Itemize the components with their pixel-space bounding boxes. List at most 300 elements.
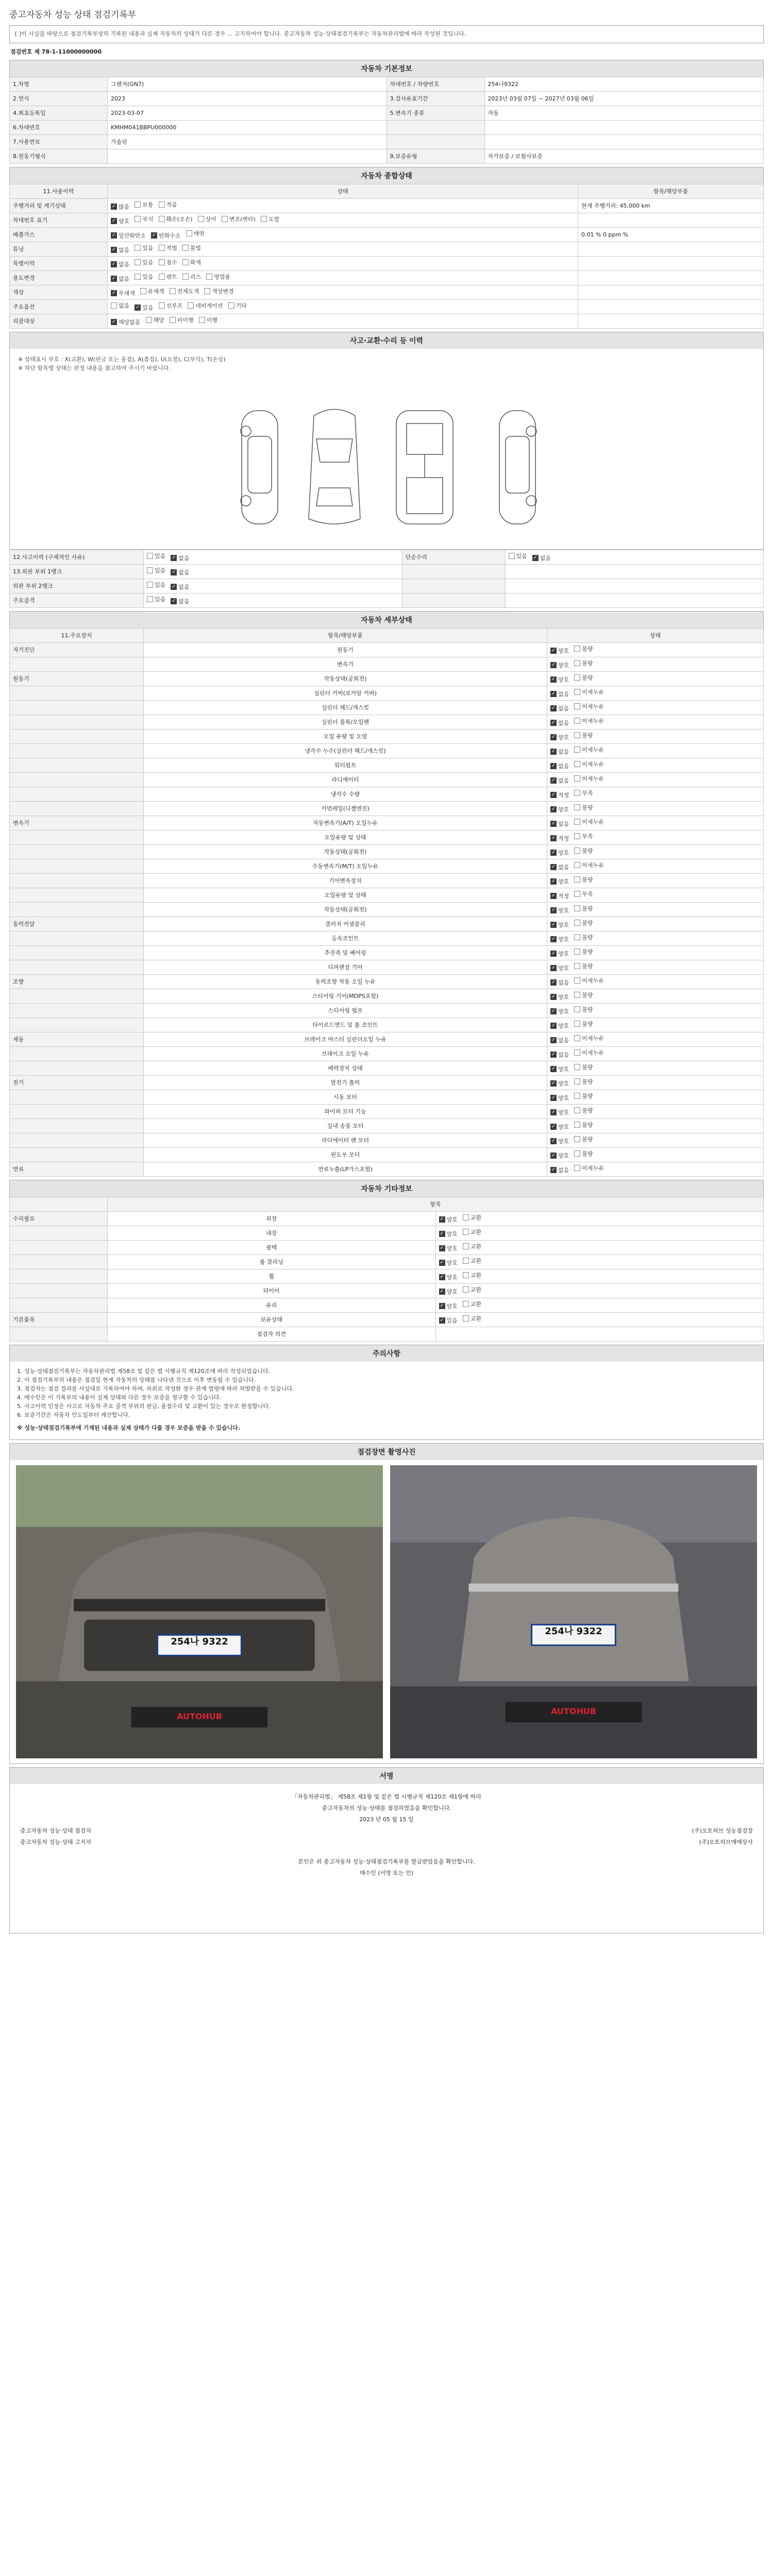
checkbox-option[interactable] xyxy=(574,702,604,710)
checkbox-option[interactable] xyxy=(574,1121,593,1129)
group-label xyxy=(10,960,144,974)
checkbox-option[interactable] xyxy=(140,287,164,295)
checkbox-option[interactable] xyxy=(228,301,247,310)
table-row xyxy=(10,1003,764,1018)
checked-box-icon: ✓ xyxy=(551,749,556,754)
option-cell xyxy=(108,213,578,227)
checkbox-option[interactable] xyxy=(171,597,189,605)
notes-block xyxy=(9,1362,764,1440)
checked-box-icon: ✓ xyxy=(440,1231,444,1236)
checked-box-icon: ✓ xyxy=(111,290,116,296)
checked-box-icon: ✓ xyxy=(172,584,176,589)
checkbox-label: 있음 xyxy=(155,596,166,603)
checkbox-label: 미세누유 xyxy=(582,689,604,696)
checkbox-option[interactable] xyxy=(550,849,569,857)
checkbox-label: 미세누유 xyxy=(582,1035,604,1042)
checkbox-label: 미세누유 xyxy=(582,775,604,782)
checkbox-option[interactable] xyxy=(550,704,569,713)
checkbox-option[interactable] xyxy=(574,919,593,927)
table-row xyxy=(10,1162,764,1176)
checkbox-option[interactable] xyxy=(463,1242,481,1250)
checkbox-label: 없음 xyxy=(558,763,569,770)
checkbox-option[interactable] xyxy=(439,1259,458,1267)
state-cell xyxy=(547,715,764,729)
empty-box-icon xyxy=(574,833,580,839)
checkbox-option[interactable] xyxy=(111,275,129,283)
checked-box-icon: ✓ xyxy=(551,1080,556,1086)
checkbox-option[interactable] xyxy=(550,733,569,741)
checkbox-option[interactable] xyxy=(574,745,604,754)
checkbox-option[interactable] xyxy=(170,316,194,324)
checkbox-label: 있음 xyxy=(155,553,166,560)
table-row xyxy=(10,227,764,242)
checkbox-option[interactable] xyxy=(171,583,189,591)
row-label: 주행거리 및 계기상태 xyxy=(10,198,108,213)
checkbox-option[interactable] xyxy=(574,1164,604,1172)
front-banner: AUTOHUB xyxy=(177,1711,222,1721)
checkbox-option[interactable] xyxy=(550,978,569,987)
empty-box-icon xyxy=(159,259,165,265)
checkbox-option[interactable] xyxy=(574,1077,593,1086)
checkbox-label: 없음 xyxy=(558,777,569,784)
checkbox-option[interactable] xyxy=(135,273,153,281)
checkbox-label: 불량 xyxy=(582,1136,593,1143)
checkbox-option[interactable] xyxy=(550,719,569,727)
checkbox-option[interactable] xyxy=(135,258,153,266)
row-label: 12.사고이력 (구체적인 사유) xyxy=(10,550,144,564)
checkbox-option[interactable] xyxy=(550,1022,569,1030)
checkbox-option[interactable] xyxy=(550,690,569,698)
note-line: 4. 매수인은 이 기록부의 내용이 실제 상태와 다른 경우 보증을 청구할 수 있습니다. xyxy=(17,1394,221,1401)
checkbox-label: 선루프 xyxy=(166,302,183,309)
checkbox-option[interactable] xyxy=(574,1106,593,1114)
checkbox-option[interactable] xyxy=(439,1244,458,1252)
checkbox-option[interactable] xyxy=(550,762,569,770)
option-cell xyxy=(108,314,578,328)
accident-diagram xyxy=(9,349,764,550)
car-top xyxy=(309,409,360,524)
checkbox-option[interactable] xyxy=(135,303,153,312)
checked-box-icon: ✓ xyxy=(551,662,556,668)
empty-box-icon xyxy=(574,992,580,998)
empty-box-icon xyxy=(574,862,580,868)
table-row xyxy=(10,134,764,149)
checked-box-icon: ✓ xyxy=(440,1216,444,1222)
checkbox-option[interactable] xyxy=(111,246,129,254)
checkbox-label: 있음 xyxy=(142,245,154,251)
checkbox-option[interactable] xyxy=(159,200,177,209)
checkbox-label: 양호 xyxy=(558,806,569,813)
row-note xyxy=(578,299,764,314)
checkbox-option[interactable] xyxy=(574,861,604,869)
checkbox-option[interactable] xyxy=(182,258,201,266)
checkbox-option[interactable] xyxy=(574,803,593,811)
group-label xyxy=(10,729,144,743)
checkbox-option[interactable] xyxy=(463,1314,481,1323)
section-accident-title: 사고·교환·수리 등 이력 xyxy=(9,332,764,349)
checkbox-option[interactable] xyxy=(574,991,593,999)
checkbox-option[interactable] xyxy=(550,1065,569,1073)
checkbox-label: 미세누유 xyxy=(582,718,604,724)
checkbox-label: 없음 xyxy=(540,555,551,562)
row-value: 자동 xyxy=(484,106,764,120)
table-row xyxy=(10,844,764,859)
checkbox-option[interactable] xyxy=(463,1213,481,1222)
table-row xyxy=(10,1147,764,1162)
row-label: 주요옵션 xyxy=(10,299,108,314)
checkbox-option[interactable] xyxy=(574,774,604,783)
checkbox-option[interactable] xyxy=(574,659,593,667)
group-label: 자기진단 xyxy=(10,642,144,657)
checkbox-option[interactable] xyxy=(574,1092,593,1100)
checkbox-option[interactable] xyxy=(463,1257,481,1265)
checkbox-option[interactable] xyxy=(135,244,153,252)
checkbox-option[interactable] xyxy=(574,818,604,826)
option-cell xyxy=(108,198,578,213)
state-cell xyxy=(547,787,764,801)
checkbox-option[interactable] xyxy=(550,993,569,1001)
state-cell xyxy=(435,1269,764,1283)
checkbox-option[interactable] xyxy=(574,789,593,797)
buyer-sign: 매수인 (서명 또는 인) xyxy=(359,1869,414,1876)
item-label: 오일유량 및 상태 xyxy=(144,830,547,844)
checkbox-option[interactable] xyxy=(159,244,177,252)
empty-box-icon xyxy=(574,1122,580,1128)
checkbox-option[interactable] xyxy=(159,301,183,310)
checkbox-option[interactable] xyxy=(550,675,569,684)
table-row xyxy=(10,642,764,657)
checked-box-icon: ✓ xyxy=(551,994,556,999)
checkbox-option[interactable] xyxy=(463,1271,481,1279)
checkbox-label: 불량 xyxy=(582,646,593,652)
checkbox-option[interactable] xyxy=(574,1048,604,1057)
table-row xyxy=(10,1327,764,1341)
checkbox-label: 양호 xyxy=(558,676,569,683)
table-row xyxy=(10,242,764,256)
checkbox-option[interactable] xyxy=(550,863,569,871)
column-header: 항목 xyxy=(108,1197,764,1211)
empty-box-icon xyxy=(574,775,580,782)
checkbox-option[interactable] xyxy=(550,1036,569,1044)
table-row xyxy=(10,743,764,758)
checkbox-option[interactable] xyxy=(550,1137,569,1145)
checkbox-label: 교환 xyxy=(470,1229,482,1235)
checked-box-icon: ✓ xyxy=(551,1008,556,1014)
checkbox-option[interactable] xyxy=(550,906,569,914)
checkbox-label: 불량 xyxy=(582,1122,593,1128)
checkbox-option[interactable] xyxy=(574,645,593,653)
column-header: 상태 xyxy=(547,628,764,642)
checkbox-option[interactable] xyxy=(550,1007,569,1015)
checkbox-option[interactable] xyxy=(550,1050,569,1059)
group-label xyxy=(10,859,144,873)
checked-box-icon: ✓ xyxy=(551,792,556,798)
empty-box-icon xyxy=(147,553,153,559)
checkbox-option[interactable] xyxy=(574,1034,604,1042)
item-label: 변속기 xyxy=(144,657,547,671)
certificate-number: 점검번호 제 78-1-11000000000 xyxy=(10,48,102,55)
checked-box-icon: ✓ xyxy=(551,864,556,870)
checkbox-option[interactable] xyxy=(159,258,177,266)
checked-box-icon: ✓ xyxy=(551,951,556,956)
checked-box-icon: ✓ xyxy=(551,1037,556,1043)
checkbox-label: 양호 xyxy=(558,1095,569,1101)
checkbox-option[interactable] xyxy=(439,1230,458,1238)
group-label xyxy=(10,902,144,917)
checkbox-option[interactable] xyxy=(574,760,604,768)
checkbox-option[interactable] xyxy=(439,1287,458,1296)
checkbox-option[interactable] xyxy=(509,552,527,560)
empty-box-icon xyxy=(147,567,153,573)
other-table xyxy=(9,1197,764,1342)
state-cell xyxy=(547,801,764,816)
checkbox-option[interactable] xyxy=(111,289,135,297)
checkbox-option[interactable] xyxy=(550,1151,569,1160)
checkbox-option[interactable] xyxy=(463,1285,481,1294)
group-label xyxy=(10,830,144,844)
state-cell xyxy=(547,1147,764,1162)
checkbox-option[interactable] xyxy=(261,215,279,223)
item-label: 오일 유량 및 오염 xyxy=(144,729,547,743)
checkbox-option[interactable] xyxy=(574,875,593,884)
checkbox-option[interactable] xyxy=(111,231,146,240)
checkbox-option[interactable] xyxy=(171,554,189,562)
table-row xyxy=(10,550,764,564)
item-label: 시동 모터 xyxy=(144,1090,547,1104)
checkbox-label: 해당 xyxy=(153,317,164,324)
state-cell xyxy=(547,1061,764,1075)
checkbox-option[interactable] xyxy=(439,1273,458,1281)
checkbox-label: 양호 xyxy=(119,218,130,225)
checkbox-option[interactable] xyxy=(574,731,593,739)
table-row xyxy=(10,1133,764,1147)
checked-box-icon: ✓ xyxy=(440,1274,444,1280)
checkbox-option[interactable] xyxy=(135,215,153,223)
checkbox-option[interactable] xyxy=(147,552,165,560)
checkbox-option[interactable] xyxy=(146,316,164,324)
checkbox-option[interactable] xyxy=(550,1108,569,1116)
empty-box-icon xyxy=(574,660,580,666)
checkbox-option[interactable] xyxy=(550,661,569,669)
checkbox-option[interactable] xyxy=(188,301,223,310)
row-label: 2.연식 xyxy=(10,91,108,106)
checkbox-option[interactable] xyxy=(574,933,593,941)
group-label xyxy=(10,1298,108,1312)
empty-box-icon xyxy=(188,302,194,309)
checkbox-label: 교환 xyxy=(470,1315,482,1322)
checkbox-option[interactable] xyxy=(550,820,569,828)
empty-box-icon xyxy=(574,920,580,926)
checkbox-option[interactable] xyxy=(550,834,569,842)
item-label: 작동상태(공회전) xyxy=(144,671,547,686)
checkbox-option[interactable] xyxy=(574,1063,593,1071)
checkbox-option[interactable] xyxy=(151,231,181,240)
checkbox-label: 양호 xyxy=(558,951,569,957)
checkbox-option[interactable] xyxy=(550,921,569,929)
checkbox-option[interactable] xyxy=(204,287,234,295)
checkbox-option[interactable] xyxy=(111,318,141,326)
checkbox-option[interactable] xyxy=(574,832,593,840)
checkbox-option[interactable] xyxy=(574,1149,593,1158)
group-label: 동력전달 xyxy=(10,917,144,931)
row-label: 6.차대번호 xyxy=(10,120,108,134)
checkbox-label: 양호 xyxy=(558,1080,569,1087)
checkbox-option[interactable] xyxy=(111,217,129,225)
row-label: 3.검사유효기간 xyxy=(386,91,484,106)
checkbox-label: 리스 xyxy=(190,274,201,280)
checkbox-option[interactable] xyxy=(198,215,216,223)
sign-block xyxy=(9,1784,764,1934)
checkbox-option[interactable] xyxy=(574,673,593,682)
checked-box-icon: ✓ xyxy=(551,979,556,985)
checkbox-option[interactable] xyxy=(171,568,189,577)
checkbox-label: 없음 xyxy=(119,261,130,268)
checkbox-label: 없음 xyxy=(178,598,190,605)
checkbox-option[interactable] xyxy=(550,935,569,943)
checkbox-label: 불량 xyxy=(582,992,593,998)
empty-box-icon xyxy=(574,905,580,911)
checked-box-icon: ✓ xyxy=(551,806,556,812)
item-label: 등속조인트 xyxy=(144,931,547,945)
checkbox-option[interactable] xyxy=(532,554,551,562)
state-cell xyxy=(547,1046,764,1061)
checkbox-label: 없음 xyxy=(119,247,130,253)
checkbox-option[interactable] xyxy=(111,301,129,310)
checkbox-option[interactable] xyxy=(182,273,201,281)
checkbox-option[interactable] xyxy=(550,776,569,785)
group-label xyxy=(10,700,144,715)
checkbox-option[interactable] xyxy=(574,846,593,855)
checkbox-option[interactable] xyxy=(111,260,129,268)
checked-box-icon: ✓ xyxy=(551,1167,556,1173)
checkbox-option[interactable] xyxy=(550,748,569,756)
item-label: 타이로드엔드 및 볼 조인트 xyxy=(144,1018,547,1032)
checkbox-option[interactable] xyxy=(550,877,569,886)
checkbox-option[interactable] xyxy=(147,581,165,589)
checkbox-option[interactable] xyxy=(574,976,604,985)
checkbox-option[interactable] xyxy=(574,688,604,696)
checkbox-option[interactable] xyxy=(574,904,593,912)
empty-box-icon xyxy=(463,1229,469,1235)
table-row xyxy=(10,1211,764,1226)
checkbox-label: 교환 xyxy=(470,1243,482,1250)
table-row xyxy=(10,801,764,816)
checkbox-label: 있음 xyxy=(446,1317,458,1324)
checkbox-option[interactable] xyxy=(550,950,569,958)
checkbox-option[interactable] xyxy=(463,1228,481,1236)
item-label: 윈도우 모터 xyxy=(144,1147,547,1162)
table-row xyxy=(10,902,764,917)
checkbox-option[interactable] xyxy=(550,647,569,655)
option-cell xyxy=(108,285,578,299)
checkbox-option[interactable] xyxy=(550,1094,569,1102)
table-row xyxy=(10,564,764,579)
checkbox-option[interactable] xyxy=(439,1215,458,1224)
checkbox-label: 양호 xyxy=(446,1303,458,1310)
checkbox-option[interactable] xyxy=(111,202,129,211)
option-cell xyxy=(108,242,578,256)
column-header xyxy=(10,1197,108,1211)
row-label xyxy=(402,593,505,607)
checkbox-label: 미세누유 xyxy=(582,703,604,710)
checked-box-icon: ✓ xyxy=(172,569,176,575)
checkbox-option[interactable] xyxy=(147,595,165,603)
checkbox-option[interactable] xyxy=(550,892,569,900)
notifier-org: (주)오토허브매매상사 xyxy=(699,1838,753,1845)
item-label: 타이어 xyxy=(108,1283,436,1298)
group-label xyxy=(10,1269,108,1283)
checkbox-option[interactable] xyxy=(550,1166,569,1174)
checkbox-option[interactable] xyxy=(199,316,217,324)
checkbox-option[interactable] xyxy=(222,215,256,223)
checkbox-label: 없음 xyxy=(558,1052,569,1058)
checkbox-option[interactable] xyxy=(159,273,177,281)
group-label xyxy=(10,1240,108,1255)
checkbox-label: 양호 xyxy=(558,922,569,928)
checkbox-option[interactable] xyxy=(550,791,569,799)
checkbox-option[interactable] xyxy=(186,229,205,238)
state-cell xyxy=(547,657,764,671)
checkbox-label: 없음 xyxy=(558,749,569,755)
checkbox-label: 보통 xyxy=(142,201,154,208)
checkbox-option[interactable] xyxy=(574,717,604,725)
table-row xyxy=(10,758,764,772)
checkbox-label: 적정 xyxy=(558,792,569,799)
table-row xyxy=(10,198,764,213)
checked-box-icon: ✓ xyxy=(440,1317,444,1323)
checkbox-option[interactable] xyxy=(574,1005,593,1013)
empty-box-icon xyxy=(574,934,580,940)
empty-box-icon xyxy=(228,302,234,309)
checkbox-option[interactable] xyxy=(135,200,153,209)
checkbox-option[interactable] xyxy=(147,566,165,574)
empty-box-icon xyxy=(574,876,580,883)
checkbox-option[interactable] xyxy=(439,1302,458,1310)
checkbox-label: 있음 xyxy=(155,567,166,574)
rear-plate: 254나 9322 xyxy=(545,1625,602,1637)
checkbox-option[interactable] xyxy=(550,1123,569,1131)
checked-box-icon: ✓ xyxy=(111,204,116,209)
checkbox-option[interactable] xyxy=(550,805,569,814)
checkbox-option[interactable] xyxy=(182,244,201,252)
checkbox-option[interactable] xyxy=(170,287,199,295)
checkbox-option[interactable] xyxy=(550,1079,569,1088)
checkbox-label: 미세누유 xyxy=(582,819,604,825)
checkbox-option[interactable] xyxy=(574,947,593,956)
checkbox-option[interactable] xyxy=(550,964,569,972)
row-note: 0.01 % 0 ppm % xyxy=(578,227,764,242)
state-cell xyxy=(435,1255,764,1269)
row-label: 차대번호 표기 xyxy=(10,213,108,227)
checkbox-option[interactable] xyxy=(574,1135,593,1143)
item-label: 휠 xyxy=(108,1269,436,1283)
item-label: 원동기 xyxy=(144,642,547,657)
checkbox-option[interactable] xyxy=(206,273,230,281)
checkbox-option[interactable] xyxy=(574,962,593,970)
empty-box-icon xyxy=(574,1165,580,1171)
checkbox-option[interactable] xyxy=(439,1316,458,1325)
checkbox-option[interactable] xyxy=(574,1020,593,1028)
checkbox-option[interactable] xyxy=(574,890,593,898)
group-label xyxy=(10,931,144,945)
checkbox-label: 부식 xyxy=(142,216,154,223)
item-label: 실린더 헤드/개스킷 xyxy=(144,700,547,715)
checkbox-option[interactable] xyxy=(159,215,193,223)
empty-box-icon xyxy=(463,1315,469,1321)
checked-box-icon: ✓ xyxy=(551,676,556,682)
checkbox-option[interactable] xyxy=(463,1300,481,1308)
group-label xyxy=(10,758,144,772)
